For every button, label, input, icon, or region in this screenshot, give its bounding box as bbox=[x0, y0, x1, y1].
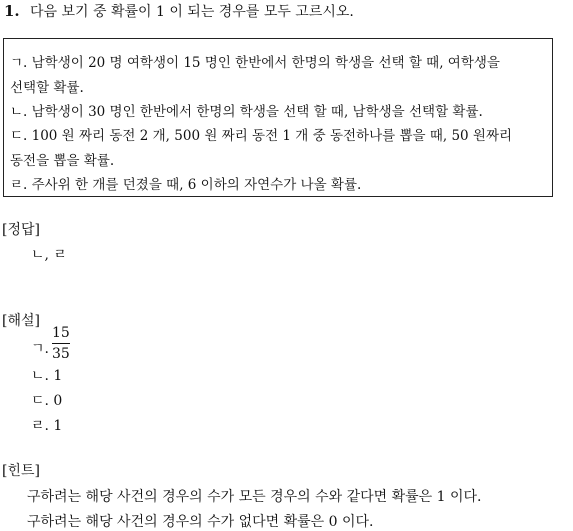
fraction-bar bbox=[52, 343, 70, 344]
fraction-denominator: 35 bbox=[52, 346, 70, 362]
answer-value: ㄴ, ㄹ bbox=[31, 247, 67, 263]
question-header bbox=[4, 1, 354, 21]
option-line: 동전을 뽑을 확률. bbox=[10, 153, 115, 169]
option-line: 선택할 확률. bbox=[10, 80, 84, 96]
explanation-label: [해설] bbox=[2, 313, 40, 329]
question-text: 다음 보기 중 확률이 1 이 되는 경우를 모두 고르시오. bbox=[29, 4, 354, 20]
option-line: ㄴ. 남학생이 30 명인 한반에서 한명의 학생을 선택 할 때, 남학생을 선택할 확률. bbox=[10, 104, 483, 120]
hint-line-1: 구하려는 해당 사건의 경우의 수가 모든 경우의 수와 같다면 확률은 1 이다. bbox=[27, 489, 482, 505]
options-box bbox=[3, 38, 553, 197]
question-number: 1. bbox=[4, 2, 20, 20]
option-line: ㄱ. 남학생이 20 명 여학생이 15 명인 한반에서 한명의 학생을 선택 할 때, 여학생을 bbox=[10, 55, 500, 71]
explanation-item-3: ㄷ. 0 bbox=[31, 393, 63, 409]
explanation-item-4: ㄹ. 1 bbox=[31, 418, 63, 434]
explanation-item-1-prefix: ㄱ. bbox=[31, 341, 49, 357]
answer-label: [정답] bbox=[2, 222, 40, 238]
hint-label: [힌트] bbox=[2, 463, 40, 479]
explanation-fraction bbox=[52, 325, 70, 362]
hint-line-2: 구하려는 해당 사건의 경우의 수가 없다면 확률은 0 이다. bbox=[27, 514, 374, 530]
fraction-numerator: 15 bbox=[52, 325, 70, 341]
option-line: ㄷ. 100 원 짜리 동전 2 개, 500 원 짜리 동전 1 개 중 동전하나를 뽑을 때, 50 원짜리 bbox=[10, 128, 513, 144]
explanation-item-2: ㄴ. 1 bbox=[31, 368, 63, 384]
option-line: ㄹ. 주사위 한 개를 던졌을 때, 6 이하의 자연수가 나올 확률. bbox=[10, 177, 362, 193]
